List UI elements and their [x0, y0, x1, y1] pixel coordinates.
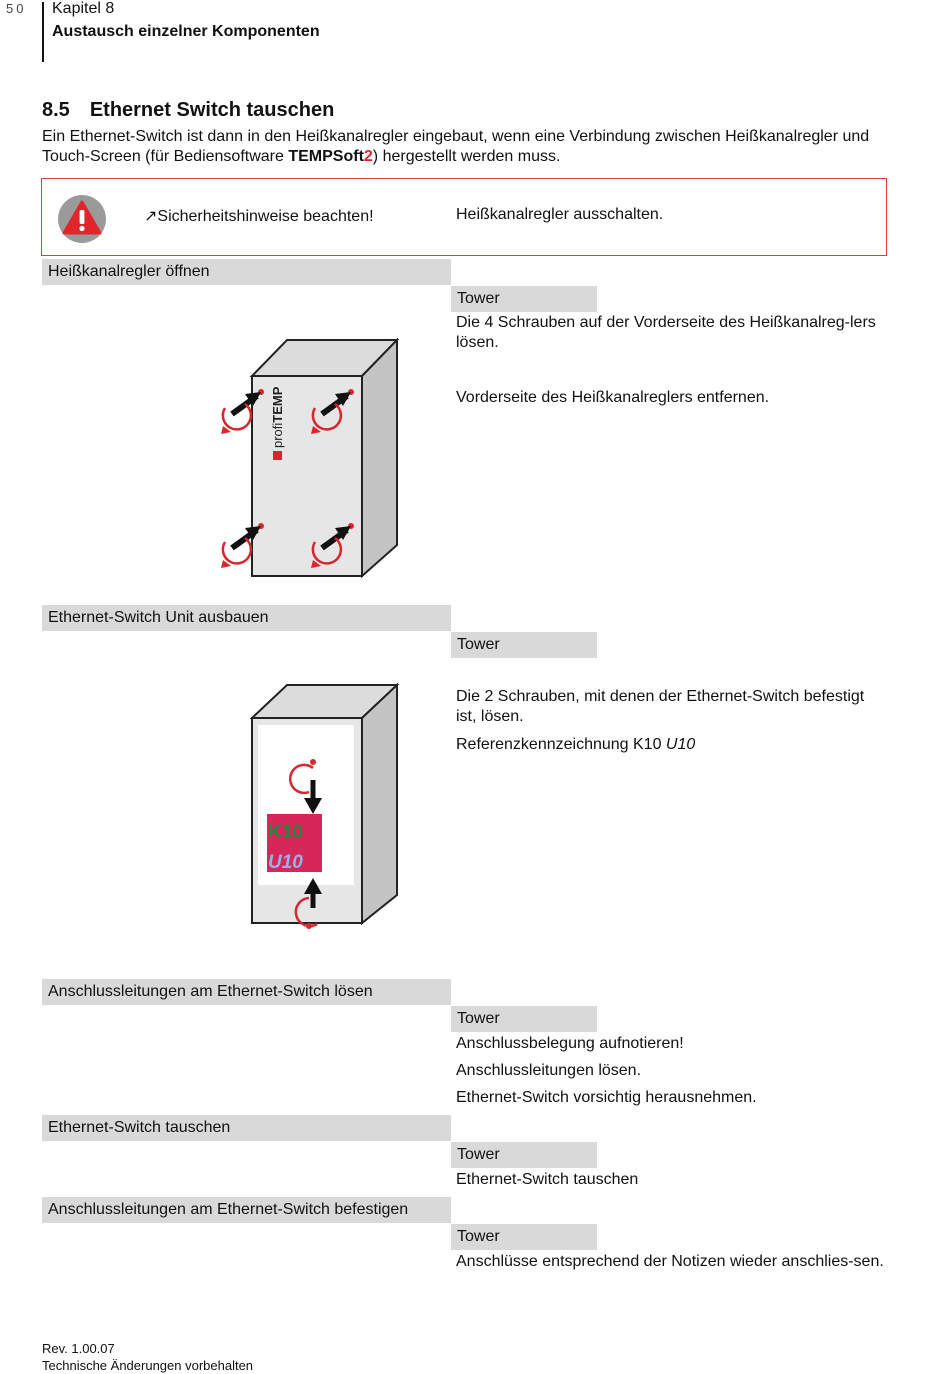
- intro-paragraph: [42, 127, 902, 167]
- u10-label: U10: [268, 852, 303, 873]
- brand-name: TEMPSoft: [288, 148, 364, 165]
- revision-label: Rev. 1.00.07: [42, 1341, 115, 1356]
- k10-label: K10: [268, 822, 303, 843]
- step-instruction: Die 4 Schrauben auf der Vorderseite des Heißkanalreg-lers lösen.: [456, 314, 876, 351]
- switch-module: [267, 814, 322, 873]
- step-instruction: Ethernet-Switch vorsichtig herausnehmen.: [456, 1089, 757, 1106]
- step-instruction: Anschlüsse entsprechend der Notizen wieder anschlies-sen.: [456, 1253, 884, 1270]
- reference-code: U10: [665, 736, 696, 753]
- ethernet-switch-illustration: [205, 680, 410, 940]
- brand-number: 2: [363, 148, 373, 165]
- step-title: Ethernet-Switch Unit ausbauen: [42, 605, 451, 631]
- header-divider: [42, 2, 44, 62]
- step-title: Ethernet-Switch tauschen: [42, 1115, 451, 1141]
- step-title: Anschlussleitungen am Ethernet-Switch lösen: [42, 979, 451, 1005]
- device-label: Tower: [451, 1006, 597, 1032]
- device-label: Tower: [451, 286, 597, 312]
- safety-instructions-link[interactable]: ↗Sicherheitshinweise beachten!: [144, 208, 374, 225]
- intro-text-1: Ein Ethernet-Switch ist dann in den Heißkanalregler eingebaut, wenn eine Verbindung zwischen Heißkanalregler und Touch-Screen (für Bediensoftware: [42, 128, 870, 165]
- step-instruction: Die 2 Schrauben, mit denen der Ethernet-Switch befestigt ist, lösen.: [456, 688, 865, 725]
- intro-text-2: ) hergestellt werden muss.: [372, 148, 561, 165]
- svg-text:profiTEMP: [270, 386, 285, 448]
- chapter-label: Kapitel 8: [52, 0, 115, 17]
- changes-notice: Technische Änderungen vorbehalten: [42, 1358, 254, 1373]
- step-title: Heißkanalregler öffnen: [42, 259, 451, 285]
- device-label: Tower: [451, 1224, 597, 1250]
- reference-text: Referenzkennzeichnung K10: [456, 736, 666, 753]
- warning-triangle-icon: [57, 194, 107, 249]
- section-title: Ethernet Switch tauschen: [89, 99, 335, 121]
- section-heading: [42, 99, 334, 122]
- step-instruction: Anschlussbelegung aufnotieren!: [456, 1035, 684, 1052]
- page-number: 50: [6, 1, 27, 16]
- tower-screws-illustration: [205, 330, 410, 590]
- step-instruction: Anschlussleitungen lösen.: [456, 1062, 642, 1079]
- device-label: Tower: [451, 1142, 597, 1168]
- brand-main-text: TEMP: [270, 386, 285, 423]
- device-label: Tower: [451, 632, 597, 658]
- warning-instruction: Heißkanalregler ausschalten.: [456, 206, 664, 223]
- reference-designation: [456, 735, 886, 755]
- section-number: 8.5: [42, 99, 70, 121]
- step-instruction: Ethernet-Switch tauschen: [456, 1171, 639, 1188]
- step-title: Anschlussleitungen am Ethernet-Switch befestigen: [42, 1197, 451, 1223]
- chapter-title: Austausch einzelner Komponenten: [52, 23, 320, 40]
- step-instruction: Vorderseite des Heißkanalreglers entfernen.: [456, 389, 770, 406]
- brand-prefix-text: profi: [270, 422, 285, 448]
